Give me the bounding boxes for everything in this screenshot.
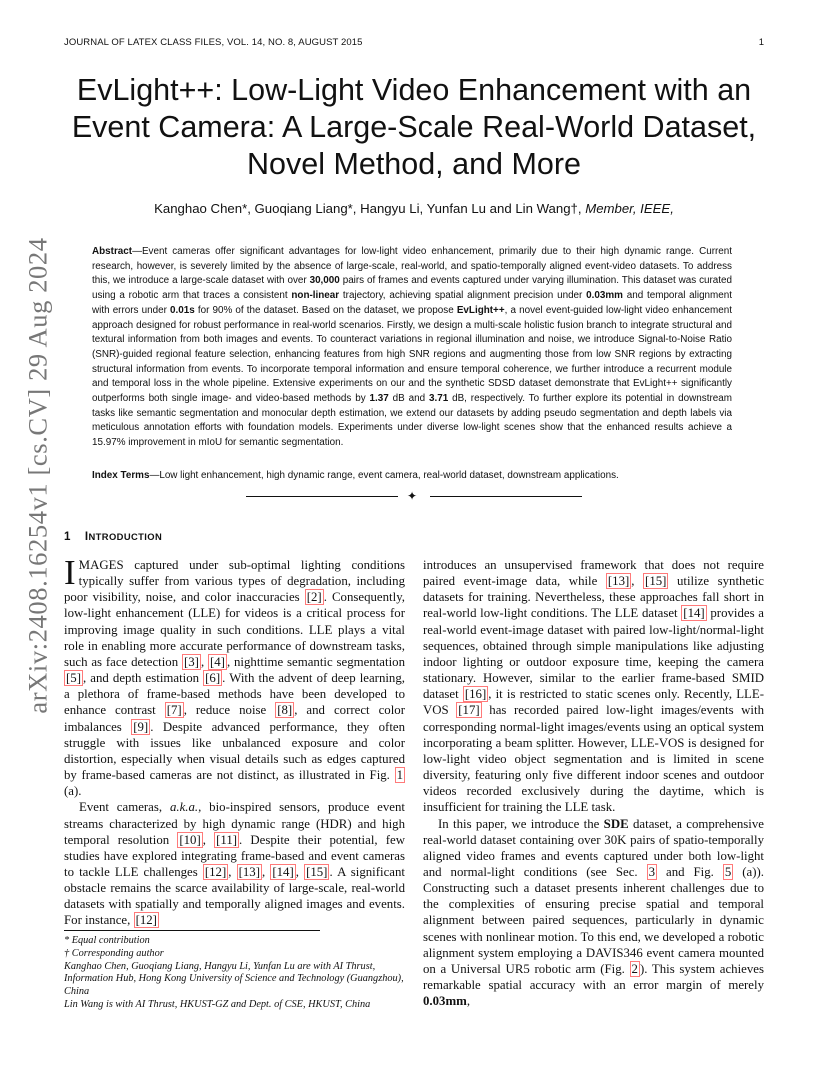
intro-paragraph-1: IMAGES captured under sub-optimal lighting conditions typically suffer from various types of degradation, including poor visibility, noise, and color inaccuracies [2] . Consequently, low-light enhancement (LLE) for videos is a critical process for improving image quality in such conditions. LLE plays a vital role in enabling more accurate performance of downstream tasks, such as face detection [3] , [4] , nighttime semantic segmentation [5] , and depth estimation [6] . With the advent of deep learning, a plethora of frame-based methods have been developed to enhance contrast [7] , reduce noise [8] , and correct color imbalances [9] . Despite advanced performance, they often struggle with issues like unbalanced exposure and color distortion, especially when visual details such as edges captured by frame-based cameras are not distinct, as illustrated in Fig. 1 (a). bbox=[64, 553, 406, 799]
citation-link[interactable]: [7] bbox=[166, 703, 182, 718]
author-membership: Member, IEEE, bbox=[581, 201, 674, 216]
author-names: Kanghao Chen*, Guoqiang Liang*, Hangyu Li, Yunfan Lu and Lin Wang†, bbox=[154, 201, 582, 216]
intro-paragraph-2: Event cameras, a.k.a., bio-inspired sensors, produce event streams characterized by high dynamic range (HDR) and high temporal resolution [10] , [11] . Despite their potential, few studies have explored integrating frame-based and event cameras to tackle LLE challenges [12] , [13] , [14] , [15] . A significant obstacle remains the scarce availability of large-scale, real-world datasets with spatially and temporally aligned images and events. For instance, [12] bbox=[64, 800, 405, 928]
citation-link[interactable]: [14] bbox=[272, 864, 294, 879]
citation-link[interactable]: [17] bbox=[458, 703, 480, 718]
citation-link[interactable]: [12] bbox=[204, 864, 227, 879]
section-ref-link[interactable]: 3 bbox=[648, 864, 656, 879]
author-list bbox=[60, 201, 768, 216]
abstract-label: Abstract bbox=[92, 246, 133, 257]
citation-link[interactable]: [13] bbox=[607, 574, 630, 589]
running-head: JOURNAL OF LATEX CLASS FILES, VOL. 14, NO. 8, AUGUST 2015 bbox=[64, 37, 363, 48]
footnote-rule bbox=[64, 930, 320, 931]
footnote-equal-contribution: * Equal contribution bbox=[64, 935, 150, 946]
citation-link[interactable]: [6] bbox=[205, 671, 221, 686]
figure-ref-link[interactable]: 2 bbox=[631, 961, 638, 976]
citation-link[interactable]: [2] bbox=[306, 590, 322, 605]
citation-link[interactable]: [4] bbox=[209, 654, 225, 669]
index-terms: Index Terms—Low light enhancement, high dynamic range, event camera, real-world dataset, downstream applications. bbox=[92, 470, 619, 481]
section-divider bbox=[246, 490, 582, 502]
section-number: 1 bbox=[64, 530, 71, 543]
abstract: Abstract—Event cameras offer significant advantages for low-light video enhancement, primarily due to their high dynamic range. Current research, however, is severely limited by the absence of large-scale, real-world, and spatio-temporally aligned event-video datasets. To address this, we introduce a large-scale dataset with over 30,000 pairs of frames and events captured under varying illumination. This dataset was curated using a robotic arm that traces a consistent non-linear trajectory, achieving spatial alignment precision under 0.03mm and temporal alignment with errors under 0.01s for 90% of the dataset. Based on the dataset, we propose EvLight++, a novel event-guided low-light video enhancement approach designed for robust performance in real-world scenarios. Firstly, we design a multi-scale holistic fusion branch to integrate structural and textural information from both images and events. To counteract variations in regional illumination and noise, we introduce Signal-to-Noise Ratio (SNR)-guided regional feature selection, enhancing features from high SNR regions and augmenting those from low SNR regions by extracting structural information from events. To incorporate temporal information and ensure temporal coherence, we further introduce a recurrent module and temporal loss in the whole pipeline. Extensive experiments on our and the synthetic SDSD dataset demonstrate that EvLight++ significantly outperforms both single image- and video-based methods by 1.37 dB and 3.71 dB, respectively. To further explore its potential in downstream tasks like semantic segmentation and monocular depth estimation, we extend our datasets by adding pseudo segmentation and depth labels via meticulous annotation efforts with foundation models. Experiments under diverse low-light scenes show that the enhanced results achieve a 15.97% improvement in mIoU for semantic segmentation. bbox=[92, 246, 733, 449]
section-heading: 1 INTRODUCTION bbox=[64, 530, 163, 543]
index-terms-label: Index Terms bbox=[92, 470, 150, 481]
citation-link[interactable]: [15] bbox=[645, 574, 667, 589]
intro-paragraph-3: introduces an unsupervised framework that does not require paired event-image data, while [13] , [15] utilize synthetic datasets for training. Nevertheless, these approaches fall short in real-world low-light conditions. The LLE dataset [14] provides a real-world event-image dataset with paired low-light/normal-light sequences, obtained through simple manipulations like adjusting indoor lighting or outdoor exposure time, keeping the camera stationary. However, similar to the earlier frame-based SMID dataset [16] , it is restricted to static scenes only. Recently, LLE-VOS [17] has recorded paired low-light images/events with corresponding normal-light images/events using an optical system incorporating a beam splitter. However, LLE-VOS is designed for low-light video object segmentation and is limited in scene diversity, featuring only five different indoor scenes and outdoor videos recorded exclusively during the daytime, which is insufficient for training the LLE task. bbox=[423, 558, 765, 815]
page-number: 1 bbox=[758, 37, 764, 48]
footnote-affiliation-2: Lin Wang is with AI Thrust, HKUST-GZ and Dept. of CSE, HKUST, China bbox=[64, 998, 371, 1010]
figure-ref-link[interactable]: 1 bbox=[396, 768, 403, 783]
citation-link[interactable]: [12] bbox=[135, 913, 157, 928]
citation-link[interactable]: [14] bbox=[683, 606, 705, 621]
citation-link[interactable]: [11] bbox=[216, 832, 238, 847]
divider-line-left bbox=[246, 496, 398, 497]
left-column bbox=[64, 553, 406, 929]
dropcap: I bbox=[64, 553, 76, 592]
footnote-affiliation-1: Kanghao Chen, Guoqiang Liang, Hangyu Li, Yunfan Lu are with AI Thrust, Information Hub, Hong Kong University of Science and Technology (Guangzhou), China bbox=[64, 960, 404, 998]
footnotes bbox=[64, 935, 408, 1012]
citation-link[interactable]: [5] bbox=[66, 671, 81, 686]
intro-paragraph-4: In this paper, we introduce the SDE dataset, a comprehensive real-world dataset containing over 30K pairs of spatio-temporally aligned video frames and events captured under both low-light and normal-light conditions (see Sec. 3 and Fig. 5 (a)). Constructing such a dataset presents inherent challenges due to the complexities of ensuring precise spatial and temporal alignment between paired sequences, particularly in dynamic scenes with nonlinear motion. To this end, we developed a robotic alignment system employing a DAVIS346 event camera mounted on a Universal UR5 robotic arm (Fig. 2 ). This system achieves remarkable spatial accuracy with an error margin of merely 0.03mm, bbox=[423, 816, 764, 1009]
right-column bbox=[423, 557, 764, 1009]
citation-link[interactable]: [8] bbox=[277, 703, 293, 718]
paper-title: EvLight++: Low-Light Video Enhancement with an Event Camera: A Large-Scale Real-World Dataset, Novel Method, and More bbox=[71, 73, 757, 181]
citation-link[interactable]: [9] bbox=[133, 719, 149, 734]
citation-link[interactable]: [3] bbox=[183, 654, 199, 669]
citation-link[interactable]: [15] bbox=[306, 864, 328, 879]
citation-link[interactable]: [16] bbox=[464, 687, 487, 702]
citation-link[interactable]: [13] bbox=[238, 864, 260, 879]
figure-ref-link[interactable]: 5 bbox=[724, 864, 732, 879]
divider-line-right bbox=[430, 496, 582, 497]
arxiv-stamp: arXiv:2408.16254v1 [cs.CV] 29 Aug 2024 bbox=[22, 237, 53, 714]
citation-link[interactable]: [10] bbox=[179, 832, 201, 847]
divider-star-icon: ✦ bbox=[407, 489, 418, 503]
footnote-corresponding-author: † Corresponding author bbox=[64, 947, 164, 959]
